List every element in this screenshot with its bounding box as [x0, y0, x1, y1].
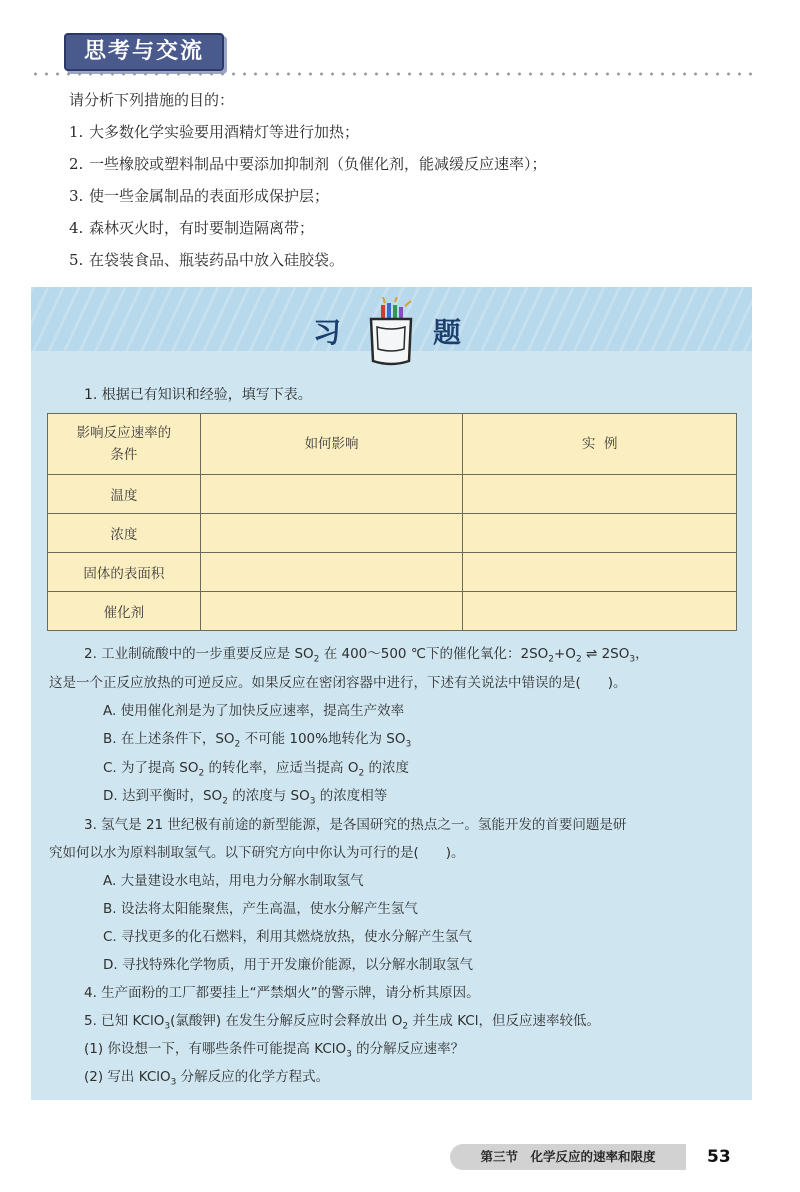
- question-3-option-d: D. 寻找特殊化学物质，用于开发廉价能源，以分解水制取氢气: [103, 957, 473, 973]
- question-2-option-d: D. 达到平衡时，$SO_2$ 的浓度与 $SO_3$ 的浓度相等: [103, 788, 388, 807]
- question-4: 4. 生产面粉的工厂都要挂上“严禁烟火”的警示牌，请分析其原因。: [84, 985, 480, 1001]
- question-3-line-1: 3. 氢气是 21 世纪极有前途的新型能源，是各国研究的热点之一。氢能开发的首要问题是研: [84, 817, 627, 833]
- exercise-panel: [31, 287, 752, 1100]
- exercise-title-left: 习: [313, 316, 342, 349]
- question-3-option-b: B. 设法将太阳能聚焦，产生高温，使水分解产生氢气: [103, 901, 418, 917]
- table-cell: [200, 592, 463, 631]
- question-5-line: 5. 已知 KClO$_3$(氯酸钾) 在发生分解反应时会释放出 $O_2$ 并生成 KCl，但反应速率较低。: [84, 1013, 600, 1032]
- table-row-label: 催化剂: [48, 592, 201, 631]
- question-2-line-2: 这是一个正反应放热的可逆反应。如果反应在密闭容器中进行，下述有关说法中错误的是( )。: [49, 675, 627, 691]
- think-item: 5. 在袋装食品、瓶装药品中放入硅胶袋。: [69, 251, 345, 269]
- dotted-divider: [30, 72, 758, 76]
- section-footer-label: 第三节 化学反应的速率和限度: [450, 1144, 686, 1170]
- table-cell: [463, 514, 737, 553]
- question-5-sub-2: (2) 写出 KClO$_3$ 分解反应的化学方程式。: [84, 1069, 330, 1088]
- rate-factors-table: [47, 413, 737, 631]
- question-1-intro: 1. 根据已有知识和经验，填写下表。: [84, 387, 312, 403]
- think-item: 3. 使一些金属制品的表面形成保护层；: [69, 187, 330, 205]
- question-2-option-b: B. 在上述条件下，$SO_2$ 不可能 100%地转化为 $SO_3$: [103, 731, 412, 750]
- exercise-title-right: 题: [433, 316, 462, 349]
- page-number: 53: [707, 1147, 731, 1167]
- table-cell: [463, 553, 737, 592]
- think-item: 2. 一些橡胶或塑料制品中要添加抑制剂（负催化剂，能减缓反应速率）；: [69, 155, 547, 173]
- question-2-option-c: C. 为了提高 $SO_2$ 的转化率，应适当提高 $O_2$ 的浓度: [103, 760, 409, 779]
- table-cell: [200, 514, 463, 553]
- table-cell: [200, 553, 463, 592]
- question-3-line-2: 究如何以水为原料制取氢气。以下研究方向中你认为可行的是( )。: [49, 845, 465, 861]
- question-3-option-a: A. 大量建设水电站，用电力分解水制取氢气: [103, 873, 364, 889]
- table-header-example: 实 例: [463, 414, 737, 475]
- table-cell: [200, 475, 463, 514]
- question-2-line-1: 2. 工业制硫酸中的一步重要反应是 $SO_2$ 在 400～500 ℃下的催化氧化：$2SO_2+O_2$ ⇌ $2SO_3$，: [84, 646, 649, 665]
- think-item: 1. 大多数化学实验要用酒精灯等进行加热；: [69, 123, 360, 141]
- table-cell: [463, 475, 737, 514]
- table-row-label: 浓度: [48, 514, 201, 553]
- table-header-condition: 影响反应速率的 条件: [48, 414, 201, 475]
- question-2-option-a: A. 使用催化剂是为了加快反应速率，提高生产效率: [103, 703, 405, 719]
- think-intro: 请分析下列措施的目的：: [69, 91, 235, 109]
- pencil-cup-icon: [355, 297, 427, 369]
- question-3-option-c: C. 寻找更多的化石燃料，利用其燃烧放热，使水分解产生氢气: [103, 929, 473, 945]
- table-row-label: 温度: [48, 475, 201, 514]
- table-header-how: 如何影响: [200, 414, 463, 475]
- table-cell: [463, 592, 737, 631]
- think-exchange-title: 思考与交流: [64, 33, 224, 71]
- think-item: 4. 森林灭火时，有时要制造隔离带；: [69, 219, 315, 237]
- question-5-sub-1: (1) 你设想一下，有哪些条件可能提高 KClO$_3$ 的分解反应速率？: [84, 1041, 465, 1060]
- think-exchange-list: [69, 84, 769, 276]
- table-row-label: 固体的表面积: [48, 553, 201, 592]
